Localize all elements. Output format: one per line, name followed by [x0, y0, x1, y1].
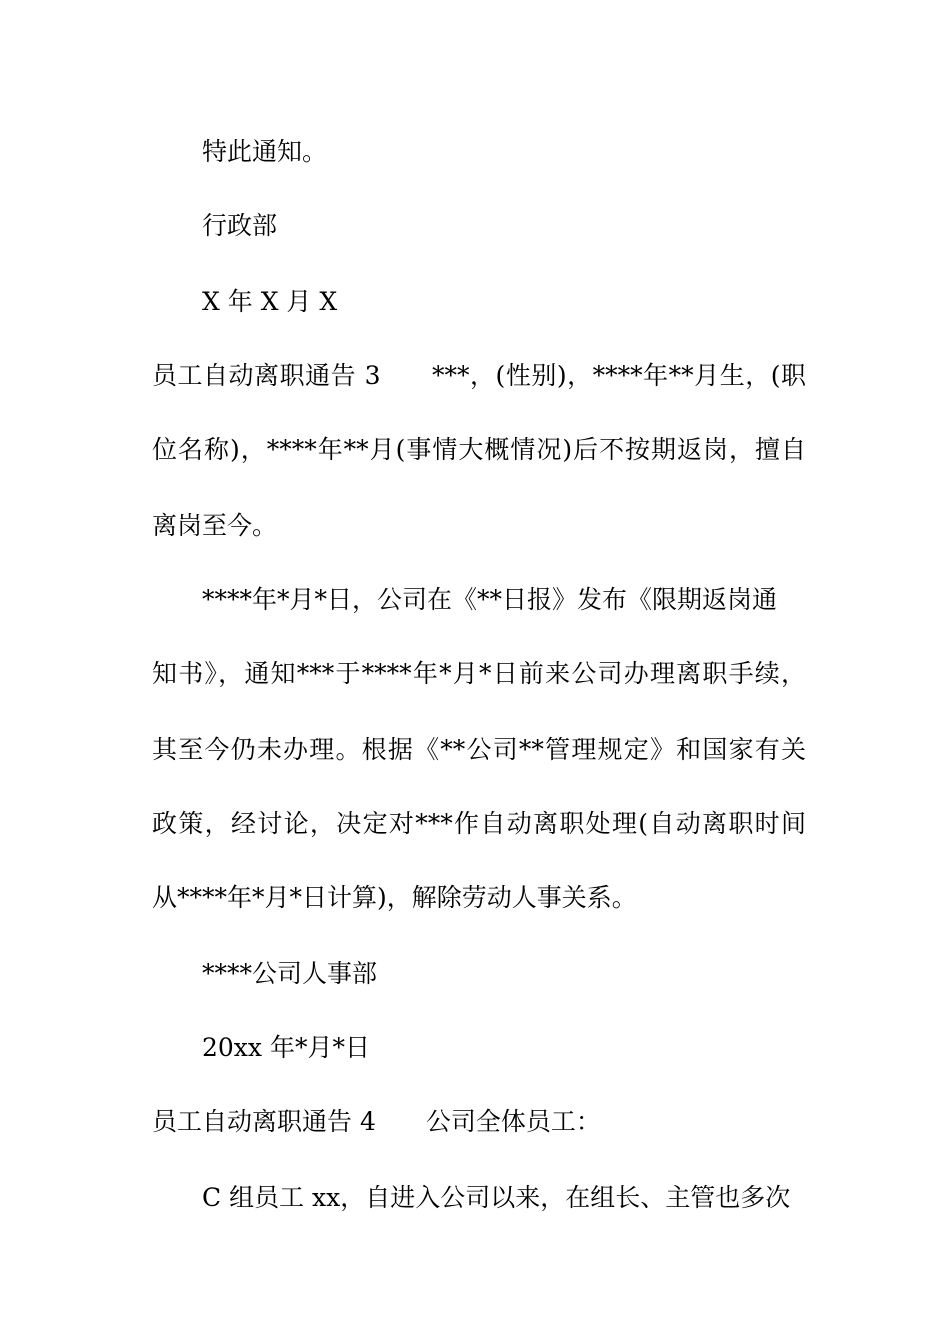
issue-date: X 年 X 月 X — [202, 287, 338, 316]
notice-3-para-2-line-3: 其至今仍未办理。根据《**公司**管理规定》和国家有关 — [152, 735, 806, 764]
notice-3-date: 20xx 年*月*日 — [202, 1033, 370, 1062]
notice-3-para-2-line-1: ****年*月*日，公司在《**日报》发布《限期返岗通 — [202, 585, 778, 614]
notice-3-body-line-2: 位名称)，****年**月(事情大概情况)后不按期返岗，擅自 — [152, 435, 806, 464]
notice-4-heading-line: 员工自动离职通告 4 公司全体员工： — [152, 1107, 601, 1136]
notice-3-body-line-3: 离岗至今。 — [152, 511, 278, 540]
notice-3-para-2-line-5: 从****年*月*日计算)，解除劳动人事关系。 — [152, 883, 637, 912]
closing-notice: 特此通知。 — [202, 137, 328, 166]
notice-4-body-line-1: C 组员工 xx，自进入公司以来，在组长、主管也多次 — [202, 1183, 791, 1212]
notice-3-para-2-line-4: 政策，经讨论，决定对***作自动离职处理(自动离职时间 — [152, 809, 806, 838]
issuer-hr-dept: ****公司人事部 — [202, 959, 378, 988]
notice-3-heading-line: 员工自动离职通告 3 ***，(性别)，****年**月生，(职 — [152, 361, 806, 390]
issuer-admin-dept: 行政部 — [202, 211, 278, 240]
notice-3-para-2-line-2: 知书》，通知***于****年*月*日前来公司办理离职手续， — [152, 659, 806, 688]
